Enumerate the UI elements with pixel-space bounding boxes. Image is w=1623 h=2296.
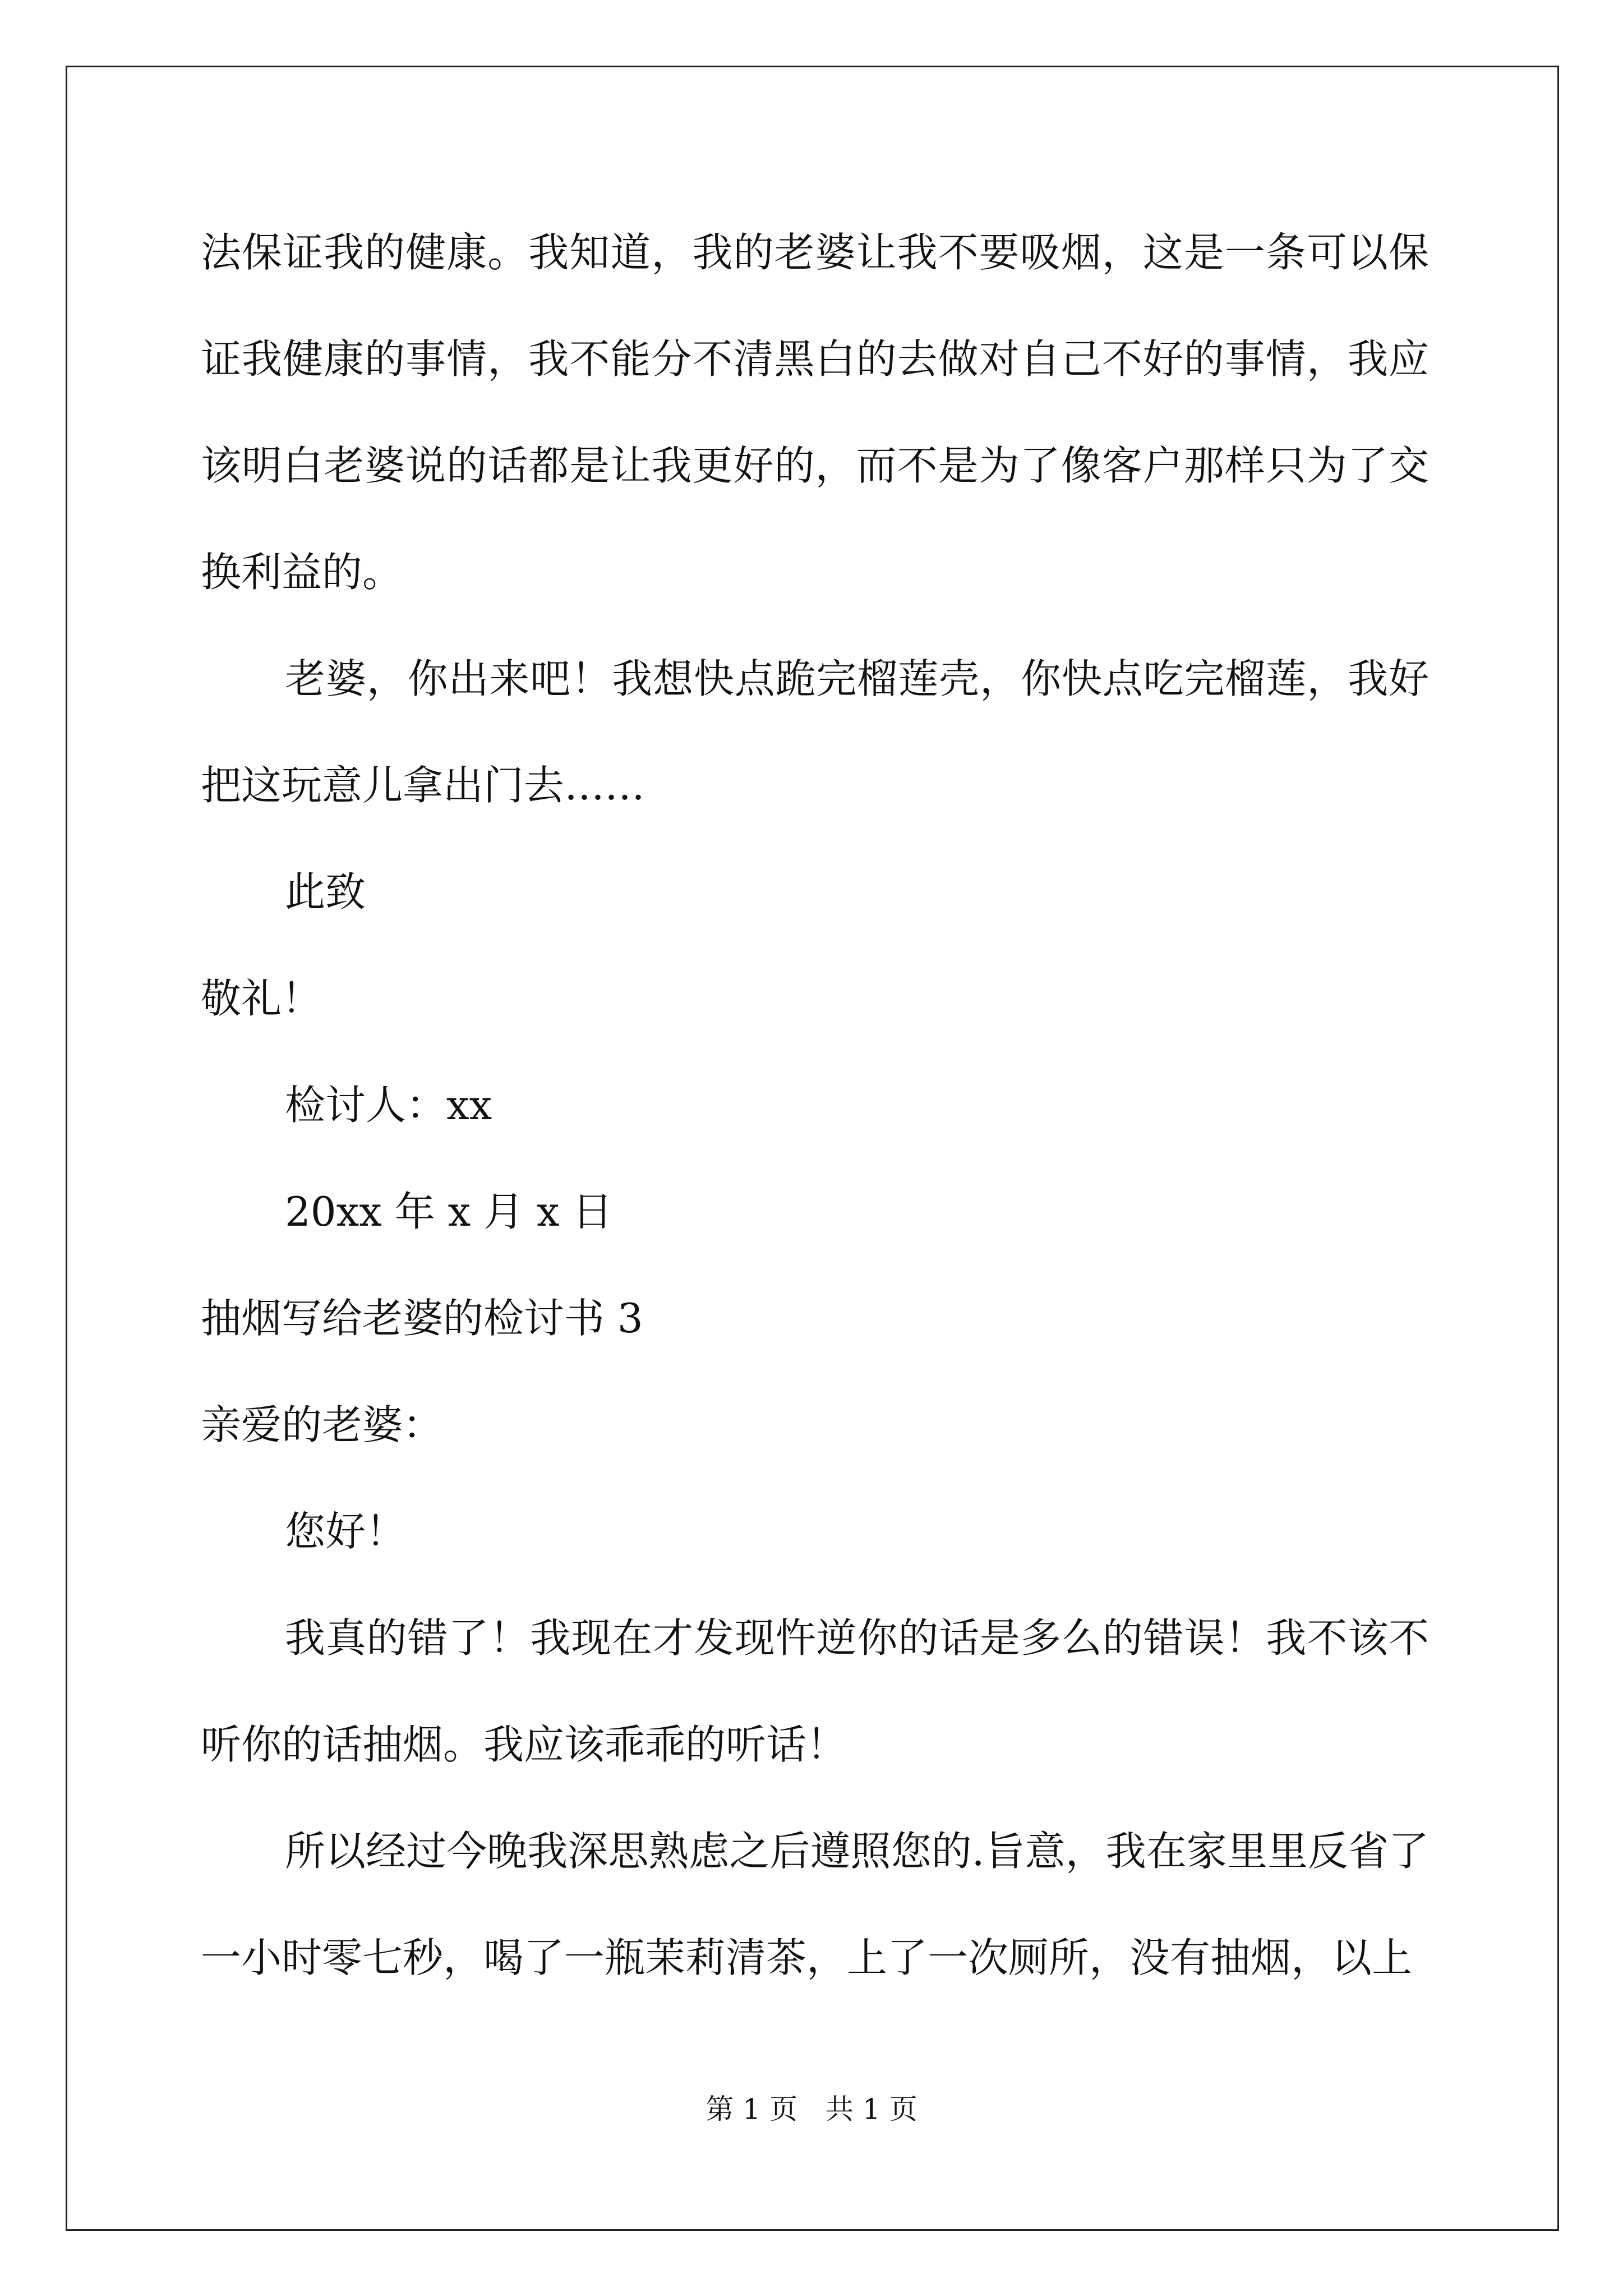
- document-body: [201, 199, 1429, 2011]
- signature-date: 20xx 年 x 月 x 日: [285, 1188, 613, 1235]
- paragraph-apology: 我真的错了！我现在才发现忤逆你的话是多么的错误！我不该不听你的话抽烟。我应该乖乖的听话！: [201, 1614, 1429, 1768]
- section-heading: 抽烟写给老婆的检讨书 3: [201, 1295, 643, 1342]
- signature-author: 检讨人：xx: [285, 1082, 492, 1129]
- page-number: 第 1 页: [706, 2093, 797, 2125]
- paragraph-reflection: 所以经过今晚我深思熟虑之后遵照您的.旨意，我在家里里反省了一小时零七秒，喝了一瓶茉莉清茶，上了一次厕所，没有抽烟，以上: [201, 1828, 1429, 1981]
- letter-hello: 您好！: [285, 1508, 407, 1555]
- closing-regards: 敬礼！: [201, 975, 322, 1022]
- page-footer: [0, 2092, 1623, 2126]
- page-total: 共 1 页: [826, 2093, 917, 2125]
- closing-salutation: 此致: [285, 868, 366, 915]
- letter-greeting: 亲爱的老婆：: [201, 1401, 444, 1448]
- paragraph-continuation: 法保证我的健康。我知道，我的老婆让我不要吸烟，这是一条可以保证我健康的事情，我不能分不清黑白的去做对自己不好的事情，我应该明白老婆说的话都是让我更好的，而不是为了像客户那样只为了交换利益的。: [201, 229, 1429, 596]
- paragraph-plea: 老婆，你出来吧！我想快点跪完榴莲壳，你快点吃完榴莲，我好把这玩意儿拿出门去……: [201, 655, 1429, 809]
